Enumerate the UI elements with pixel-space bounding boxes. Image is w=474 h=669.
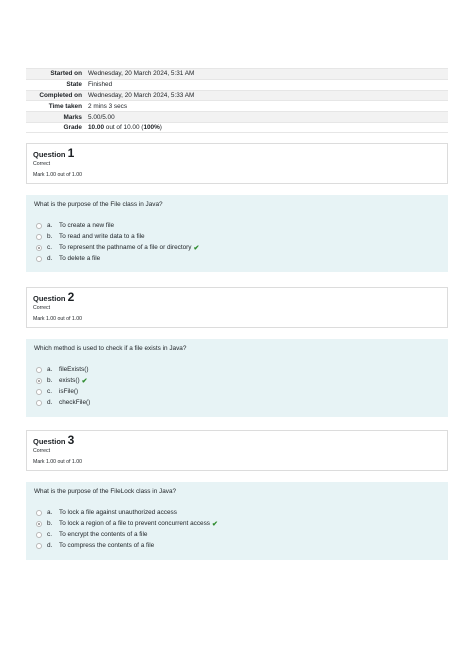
answer-letter: a. xyxy=(47,509,53,516)
question-text: Which method is used to check if a file exists in Java? xyxy=(34,345,187,352)
summary-label: Marks xyxy=(63,113,82,121)
summary-row-started xyxy=(26,68,448,79)
answer-text: To create a new file xyxy=(59,222,115,229)
question-label: Question xyxy=(33,437,66,446)
answer-text: To encrypt the contents of a file xyxy=(59,531,148,538)
answer-option[interactable] xyxy=(34,253,440,264)
radio-icon[interactable] xyxy=(36,400,42,406)
answer-text: fileExists() xyxy=(59,366,89,373)
answer-option[interactable] xyxy=(34,529,440,540)
answer-letter: b. xyxy=(47,377,53,384)
summary-row-grade xyxy=(26,122,448,133)
question-info-2 xyxy=(26,287,448,328)
question-grade: Mark 1.00 out of 1.00 xyxy=(33,316,83,322)
answer-text: To lock a region of a file to prevent concurrent access xyxy=(59,520,210,527)
summary-value: 5.00/5.00 xyxy=(88,113,115,121)
radio-icon[interactable] xyxy=(36,256,42,262)
summary-value: Wednesday, 20 March 2024, 5:31 AM xyxy=(88,70,195,78)
radio-selected-icon[interactable] xyxy=(36,378,42,384)
question-grade: Mark 1.00 out of 1.00 xyxy=(33,172,83,178)
answer-option[interactable] xyxy=(34,397,440,408)
summary-label: Grade xyxy=(63,123,82,131)
summary-row-completed xyxy=(26,90,448,101)
radio-selected-icon[interactable] xyxy=(36,245,42,251)
answer-text: isFile() xyxy=(59,388,79,395)
quiz-summary-table xyxy=(26,68,448,133)
answer-letter: b. xyxy=(47,520,53,527)
grade-end: ) xyxy=(159,123,162,131)
check-icon: ✔ xyxy=(193,244,200,252)
question-number: 3 xyxy=(67,433,75,447)
radio-selected-icon[interactable] xyxy=(36,521,42,527)
question-content-2 xyxy=(26,339,448,417)
radio-icon[interactable] xyxy=(36,510,42,516)
question-info-1 xyxy=(26,143,448,184)
summary-label: Completed on xyxy=(39,91,82,99)
radio-icon[interactable] xyxy=(36,234,42,240)
radio-icon[interactable] xyxy=(36,532,42,538)
answer-letter: a. xyxy=(47,366,53,373)
question-label: Question xyxy=(33,294,66,303)
answer-letter: d. xyxy=(47,399,53,406)
question-state: Correct xyxy=(33,305,51,311)
question-info-3 xyxy=(26,430,448,471)
answer-option[interactable] xyxy=(34,220,440,231)
question-content-3 xyxy=(26,482,448,560)
answer-letter: b. xyxy=(47,233,53,240)
question-grade: Mark 1.00 out of 1.00 xyxy=(33,459,83,465)
grade-out-of: out of 10.00 ( xyxy=(104,123,144,131)
answer-letter: d. xyxy=(47,255,53,262)
question-text: What is the purpose of the FileLock class in Java? xyxy=(34,488,177,495)
question-title xyxy=(33,292,441,304)
question-number: 2 xyxy=(67,290,75,304)
answer-text: To delete a file xyxy=(59,255,101,262)
question-title xyxy=(33,148,441,160)
summary-row-marks xyxy=(26,111,448,122)
answer-text: To lock a file against unauthorized access xyxy=(59,509,177,516)
question-state: Correct xyxy=(33,448,51,454)
radio-icon[interactable] xyxy=(36,389,42,395)
answer-text: checkFile() xyxy=(59,399,91,406)
grade-percent: 100% xyxy=(143,123,160,131)
question-number: 1 xyxy=(67,146,75,160)
answer-option-selected[interactable] xyxy=(34,242,440,253)
radio-icon[interactable] xyxy=(36,543,42,549)
summary-row-time xyxy=(26,100,448,111)
answer-text: To represent the pathname of a file or directory xyxy=(59,244,192,251)
question-state: Correct xyxy=(33,161,51,167)
grade-score: 10.00 xyxy=(88,123,104,131)
question-text: What is the purpose of the File class in Java? xyxy=(34,201,163,208)
answer-option-selected[interactable] xyxy=(34,518,440,529)
answer-option[interactable] xyxy=(34,386,440,397)
summary-label: Started on xyxy=(50,70,82,78)
answer-option[interactable] xyxy=(34,507,440,518)
check-icon: ✔ xyxy=(81,377,88,385)
answer-letter: a. xyxy=(47,222,53,229)
answer-letter: c. xyxy=(47,244,52,251)
summary-label: Time taken xyxy=(48,102,82,110)
question-content-1 xyxy=(26,195,448,272)
question-label: Question xyxy=(33,150,66,159)
answer-text: To compress the contents of a file xyxy=(59,542,155,549)
answer-text: exists() xyxy=(59,377,80,384)
summary-label: State xyxy=(66,81,82,89)
answer-option-selected[interactable] xyxy=(34,375,440,386)
answer-option[interactable] xyxy=(34,540,440,551)
radio-icon[interactable] xyxy=(36,367,42,373)
answer-option[interactable] xyxy=(34,231,440,242)
summary-row-state xyxy=(26,79,448,90)
answer-letter: d. xyxy=(47,542,53,549)
question-title xyxy=(33,435,441,447)
summary-value: 2 mins 3 secs xyxy=(88,102,128,110)
answer-letter: c. xyxy=(47,531,52,538)
check-icon: ✔ xyxy=(211,520,218,528)
summary-value xyxy=(88,124,448,131)
radio-icon[interactable] xyxy=(36,223,42,229)
answer-letter: c. xyxy=(47,388,52,395)
summary-value: Wednesday, 20 March 2024, 5:33 AM xyxy=(88,91,195,99)
answer-option[interactable] xyxy=(34,364,440,375)
summary-value: Finished xyxy=(88,81,113,89)
answer-text: To read and write data to a file xyxy=(59,233,145,240)
